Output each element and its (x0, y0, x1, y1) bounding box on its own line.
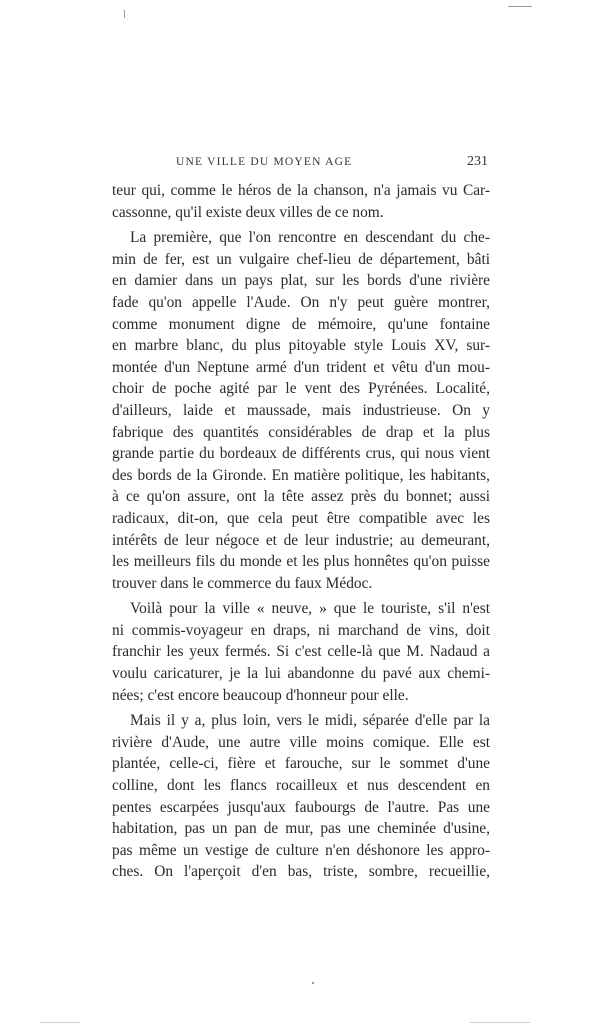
text-line: cassonne, qu'il existe deux villes de ce nom. (112, 203, 384, 221)
text-line: les meilleurs fils du monde et les plus honnêtes qu'on puisse (112, 553, 490, 571)
text-line: grande partie du bordeaux de différents crus, qui nous vient (112, 445, 490, 463)
text-line: rivière d'Aude, une autre ville moins comique. Elle est (112, 733, 490, 751)
scan-mark-bottom-left (40, 1022, 80, 1023)
scan-mark-dot (312, 982, 314, 984)
text-line: fade qu'on appelle l'Aude. On n'y peut guère montrer, (112, 293, 490, 311)
text-line: comme monument digne de mémoire, qu'une fontaine (112, 315, 490, 333)
text-line: pentes escarpées jusqu'aux faubourgs de l'autre. Pas une (112, 798, 490, 816)
paragraph (112, 180, 490, 223)
paragraph (112, 710, 490, 883)
text-line: à ce qu'on assure, ont la tête assez près du bonnet; aussi (112, 488, 490, 506)
scan-mark-bottom-right (470, 1022, 530, 1023)
text-line: franchir les yeux fermés. Si c'est celle-là que M. Nadaud a (112, 643, 490, 661)
text-line: habitation, pas un pan de mur, pas une cheminée d'usine, (112, 820, 490, 838)
page-number: 231 (467, 154, 488, 169)
text-line: des bords de la Gironde. En matière politique, les habitants, (112, 466, 490, 484)
text-line: min de fer, est un vulgaire chef-lieu de département, bâti (112, 250, 490, 268)
text-line: La première, que l'on rencontre en descendant du che- (130, 229, 490, 247)
text-line: montée d'un Neptune armé d'un trident et vêtu d'un mou- (112, 358, 490, 376)
text-line: radicaux, dit-on, que cela peut être compatible avec les (112, 509, 490, 527)
text-line: colline, dont les flancs rocailleux et nus descendent en (112, 777, 490, 795)
text-line: nées; c'est encore beaucoup d'honneur pour elle. (112, 686, 409, 704)
text-line: Voilà pour la ville « neuve, » que le touriste, s'il n'est (130, 600, 490, 618)
text-line: intérêts de leur négoce et de leur industrie; au demeurant, (112, 531, 490, 549)
body-text (112, 180, 490, 883)
scan-mark-top-right (508, 6, 532, 7)
text-line: choir de poche agité par le vent des Pyrénées. Localité, (112, 380, 490, 398)
text-line: teur qui, comme le héros de la chanson, n'a jamais vu Car- (112, 182, 490, 199)
text-line: d'ailleurs, laide et maussade, mais industrieuse. On y (112, 401, 490, 419)
text-line: pas même un vestige de culture n'en déshonore les appro- (112, 841, 490, 859)
text-line: Mais il y a, plus loin, vers le midi, séparée d'elle par la (130, 712, 490, 730)
text-line: ches. On l'aperçoit d'en bas, triste, sombre, recueillie, (112, 863, 490, 881)
text-line: plantée, celle-ci, fière et farouche, sur le sommet d'une (112, 755, 490, 773)
running-title: UNE VILLE DU MOYEN AGE (176, 156, 353, 168)
scan-mark-top (124, 10, 125, 18)
text-line: fabrique des quantités considérables de drap et la plus (112, 423, 490, 441)
paragraph (112, 598, 490, 706)
text-line: voulu caricaturer, je la lui abandonne du pavé aux chemi- (112, 665, 490, 683)
running-head (112, 156, 488, 176)
text-line: trouver dans le commerce du faux Médoc. (112, 574, 373, 592)
text-line: en marbre blanc, du plus pitoyable style Louis XV, sur- (112, 337, 490, 355)
text-line: en damier dans un pays plat, sur les bords d'une rivière (112, 272, 490, 290)
paragraph (112, 227, 490, 594)
text-line: ni commis-voyageur en draps, ni marchand de vins, doit (112, 621, 490, 639)
